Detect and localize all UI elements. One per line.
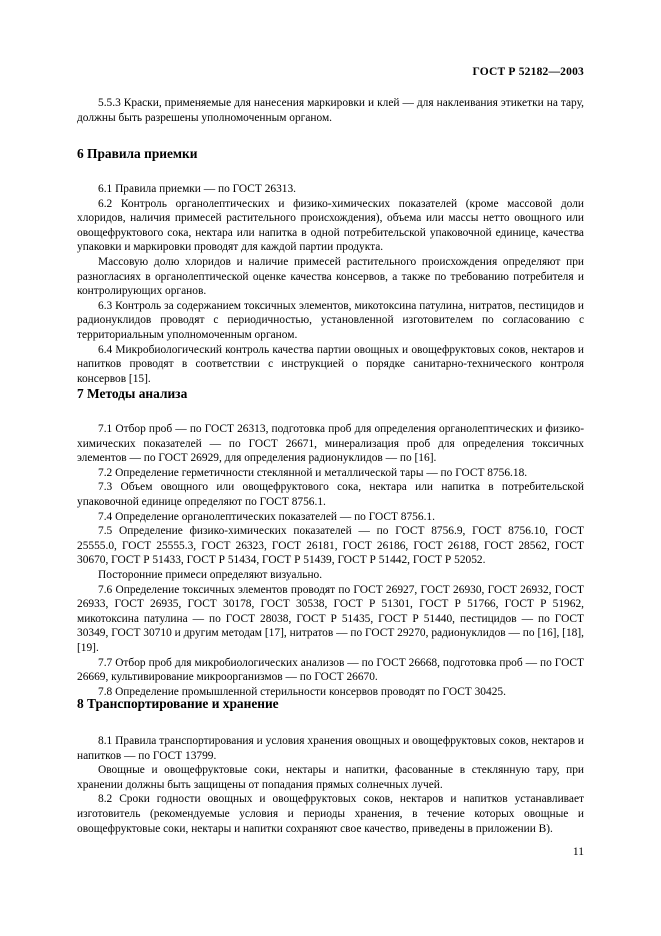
paragraph: 7.4 Определение органолептических показателей — по ГОСТ 8756.1. xyxy=(98,510,435,523)
paragraph: 8.2 Сроки годности овощных и овощефруктовых соков, нектаров и напитков устанавливает изготовитель (рекомендуемые условия и периоды хранения, в течение которых овощные и овощефруктовые соки, нектары и напитки сохраняют свое качество, приведены в приложении В). xyxy=(77,793,584,835)
section-7-title: 7 Методы анализа xyxy=(77,386,188,401)
paragraph: Массовую долю хлоридов и наличие примесей растительного происхождения определяют при разногласиях в органолептической оценке качества консервов, а также по требованию потребителя и контролирующих органов. xyxy=(77,255,584,298)
paragraph: 7.2 Определение герметичности стеклянной и металлической тары — по ГОСТ 8756.18. xyxy=(98,466,528,479)
clause-5-5-3 xyxy=(77,96,584,125)
section-8-body xyxy=(77,734,584,836)
section-6-title: 6 Правила приемки xyxy=(77,146,198,161)
paragraph: Посторонние примеси определяют визуально. xyxy=(98,568,323,581)
section-8-title: 8 Транспортирование и хранение xyxy=(77,696,279,711)
paragraph: 6.3 Контроль за содержанием токсичных элементов, микотоксина патулина, нитратов, пестицидов и радионуклидов проводят с периодичностью, установленной изготовителем по согласованию с территориальным уполномоченным органом. xyxy=(77,299,584,341)
paragraph: 7.5 Определение физико-химических показателей — по ГОСТ 8756.9, ГОСТ 8756.10, ГОСТ 25555.0, ГОСТ 25555.3, ГОСТ 26323, ГОСТ 26181, ГОСТ 26186, ГОСТ 26188, ГОСТ 28562, ГОСТ 30670, ГОСТ Р 51433, ГОСТ Р 51434, ГОСТ Р 51439, ГОСТ Р 51442, ГОСТ Р 52052. xyxy=(77,525,584,567)
paragraph: 7.3 Объем овощного или овощефруктового сока, нектара или напитка в потребительской упаковочной единице определяют по ГОСТ 8756.1. xyxy=(77,481,584,508)
paragraph: Овощные и овощефруктовые соки, нектары и напитки, фасованные в стеклянную тару, при хранении должны быть защищены от попадания прямых солнечных лучей. xyxy=(77,764,584,791)
page-number: 11 xyxy=(572,846,584,858)
paragraph: 7.6 Определение токсичных элементов проводят по ГОСТ 26927, ГОСТ 26930, ГОСТ 26932, ГОСТ 26933, ГОСТ 26935, ГОСТ 30178, ГОСТ 30538, ГОСТ Р 51301, ГОСТ Р 51766, ГОСТ Р 51962, микотоксина патулина — по ГОСТ 28038, ГОСТ Р 51435, ГОСТ Р 51440, пестицидов — по ГОСТ 30349, ГОСТ 30710 и другим методам [17], нитратов — по ГОСТ 29270, радионуклидов — по [16], [18], [19]. xyxy=(77,583,584,654)
paragraph: 6.4 Микробиологический контроль качества партии овощных и овощефруктовых соков, нектаров и напитков проводят в соответствии с инструкцией о порядке санитарно-технического контроля консервов [15]. xyxy=(77,343,584,385)
paragraph: 5.5.3 Краски, применяемые для нанесения маркировки и клей — для наклеивания этикетки на тару, должны быть разрешены уполномоченным органом. xyxy=(77,97,584,124)
paragraph: 7.7 Отбор проб для микробиологических анализов — по ГОСТ 26668, подготовка проб — по ГОСТ 26669, культивирование микроорганизмов — по ГОСТ 26670. xyxy=(77,656,584,684)
paragraph: 8.1 Правила транспортирования и условия хранения овощных и овощефруктовых соков, нектаров и напитков — по ГОСТ 13799. xyxy=(77,735,584,762)
paragraph: 6.2 Контроль органолептических и физико-химических показателей (кроме массовой доли хлоридов, наличия примесей растительного происхождения), объема или массы нетто овощного или овощефруктового сока, нектара или напитка в одной потребительской упаковочной единице, качества упаковки и маркировки проводят для каждой партии продукта. xyxy=(77,197,584,254)
paragraph: 7.8 Определение промышленной стерильности консервов проводят по ГОСТ 30425. xyxy=(98,685,506,698)
section-7-body xyxy=(77,422,584,699)
paragraph: 7.1 Отбор проб — по ГОСТ 26313, подготовка проб для определения органолептических и физико-химических показателей — по ГОСТ 26671, минерализация проб для определения токсичных элементов — по ГОСТ 26929, для определения радионуклидов — по [16]. xyxy=(77,423,584,465)
document-header-id: ГОСТ Р 52182—2003 xyxy=(472,66,584,78)
section-6-body xyxy=(77,182,584,386)
paragraph: 6.1 Правила приемки — по ГОСТ 26313. xyxy=(98,183,297,195)
